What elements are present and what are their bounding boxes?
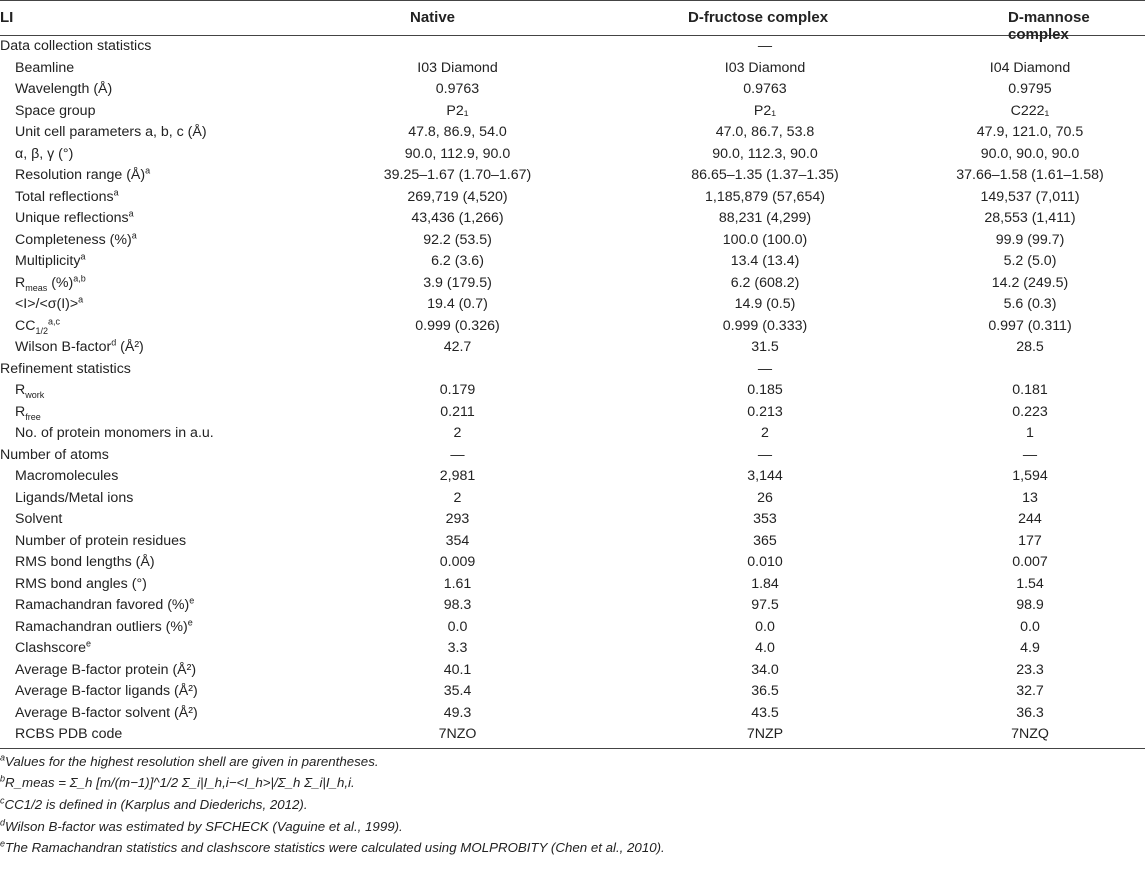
table-row <box>0 230 1145 252</box>
mannose-value: 28,553 (1,411) <box>984 210 1076 226</box>
fructose-value: 0.185 <box>747 382 783 398</box>
row-label: Clashscore$^e$ <box>15 638 91 656</box>
table-row <box>0 574 1145 596</box>
footnote: $^d$Wilson B-factor was estimated by SFCHECK (Vaguine et al., 1999). <box>0 817 403 834</box>
row-label: Total reflections$^a$ <box>15 186 119 205</box>
row-label: Number of protein residues <box>15 532 187 549</box>
footnotes <box>0 749 1145 859</box>
native-value: 19.4 (0.7) <box>427 296 488 312</box>
fructose-value: 86.65–1.35 (1.37–1.35) <box>691 167 839 183</box>
table-body <box>0 36 1145 746</box>
native-value: 0.0 <box>447 618 468 635</box>
footnote: $^e$The Ramachandran statistics and clashscore statistics were calculated using MOLPROBITY (Chen et al., 2010). <box>0 838 665 856</box>
mannose-value: 32.7 <box>1016 683 1044 699</box>
native-value: 98.3 <box>443 597 472 613</box>
row-label: Resolution range (Å)$^a$ <box>15 165 151 183</box>
header-mannose: D-mannose complex <box>1008 9 1090 43</box>
fructose-value: 88,231 (4,299) <box>718 210 812 226</box>
fructose-value: — <box>757 360 773 377</box>
row-label: No. of protein monomers in a.u. <box>15 425 214 441</box>
mannose-value: 177 <box>1018 532 1042 549</box>
mannose-value: 90.0, 90.0, 90.0 <box>980 145 1080 162</box>
native-value: 6.2 (3.6) <box>431 253 484 269</box>
fructose-value: 0.0 <box>755 618 775 635</box>
native-value: 3.3 <box>447 640 468 656</box>
native-value: — <box>450 446 465 463</box>
table-row <box>0 660 1145 682</box>
header-native: Native <box>410 9 456 26</box>
native-value: 0.9763 <box>435 81 480 97</box>
native-value: 43,436 (1,266) <box>411 210 504 226</box>
fructose-value: 97.5 <box>751 597 779 613</box>
native-value: 293 <box>445 511 470 527</box>
table-row <box>0 466 1145 488</box>
mannose-value: 13 <box>1022 489 1038 506</box>
native-value <box>300 36 615 58</box>
mannose-value: 0.9795 <box>1008 81 1052 97</box>
mannose-value: 23.3 <box>1016 661 1044 678</box>
table-row <box>0 445 1145 467</box>
mannose-value: 0.181 <box>1012 382 1048 398</box>
header-label: LI <box>0 9 14 26</box>
row-label: Number of atoms <box>0 446 109 463</box>
table-row <box>0 617 1145 639</box>
mannose-value: 0.007 <box>1012 554 1048 570</box>
native-value: 47.8, 86.9, 54.0 <box>408 124 507 140</box>
table-row <box>0 101 1145 123</box>
table-row <box>0 359 1145 381</box>
fructose-value: 36.5 <box>751 683 779 699</box>
native-value: 2,981 <box>439 468 476 484</box>
table-row <box>0 251 1145 273</box>
fructose-value: 0.010 <box>747 554 783 570</box>
fructose-value: 13.4 (13.4) <box>730 253 800 269</box>
fructose-value: 7NZP <box>746 726 784 742</box>
table-row <box>0 423 1145 445</box>
mannose-value: C222₁ <box>1010 102 1050 119</box>
mannose-value: 0.0 <box>1020 618 1040 635</box>
mannose-value: — <box>1022 446 1038 463</box>
fructose-value: 0.213 <box>747 403 783 420</box>
mannose-value: 1 <box>1026 425 1034 441</box>
native-value: 0.009 <box>439 554 476 570</box>
row-label: Ligands/Metal ions <box>15 489 134 506</box>
native-value: 42.7 <box>443 339 472 355</box>
table-row <box>0 144 1145 166</box>
native-value: 40.1 <box>443 661 472 678</box>
table-row <box>0 681 1145 703</box>
mannose-value: 149,537 (7,011) <box>980 188 1080 205</box>
mannose-value: 5.6 (0.3) <box>1003 296 1057 312</box>
row-label: Unique reflections$^a$ <box>15 208 134 226</box>
fructose-value: 1,185,879 (57,654) <box>705 188 825 205</box>
row-label: Data collection statistics <box>0 38 152 54</box>
native-value: 90.0, 112.9, 90.0 <box>404 145 511 162</box>
table-row <box>0 488 1145 510</box>
fructose-value: 43.5 <box>751 704 779 721</box>
table-row <box>0 380 1145 402</box>
table-row <box>0 402 1145 424</box>
fructose-value: 26 <box>757 489 773 506</box>
mannose-value: 244 <box>1018 511 1042 527</box>
table-row <box>0 36 1145 58</box>
fructose-value: 3,144 <box>747 468 783 484</box>
row-label: Macromolecules <box>15 468 119 484</box>
row-label: Ramachandran outliers (%)$^e$ <box>15 616 193 635</box>
table-row <box>0 638 1145 660</box>
native-value: 92.2 (53.5) <box>423 231 492 248</box>
row-label: RMS bond lengths (Å) <box>15 554 155 570</box>
row-label: Average B-factor ligands (Å²) <box>15 683 198 699</box>
native-value: 49.3 <box>443 704 472 721</box>
row-label: Unit cell parameters a, b, c (Å) <box>15 124 207 140</box>
fructose-value: — <box>757 38 773 54</box>
native-value: 269,719 (4,520) <box>407 188 508 205</box>
mannose-value <box>915 359 1145 381</box>
native-value: 7NZO <box>438 726 477 742</box>
fructose-value: 34.0 <box>751 661 779 678</box>
mannose-value: 98.9 <box>1016 597 1044 613</box>
fructose-value: 90.0, 112.3, 90.0 <box>712 145 818 162</box>
table-row <box>0 595 1145 617</box>
mannose-value: 1,594 <box>1012 468 1048 484</box>
mannose-value: 99.9 (99.7) <box>995 231 1065 248</box>
fructose-value: — <box>757 446 773 463</box>
fructose-value: 14.9 (0.5) <box>734 296 796 312</box>
table-row <box>0 79 1145 101</box>
row-label: Refinement statistics <box>0 360 131 377</box>
native-value: 35.4 <box>443 683 472 699</box>
table-row <box>0 337 1145 359</box>
fructose-value: 2 <box>761 425 769 441</box>
fructose-value: 47.0, 86.7, 53.8 <box>715 124 815 140</box>
table-row <box>0 316 1145 338</box>
native-value: P2₁ <box>446 102 469 119</box>
fructose-value: 0.9763 <box>743 81 787 97</box>
native-value <box>300 359 615 381</box>
row-label: Beamline <box>15 59 75 76</box>
table-row <box>0 509 1145 531</box>
row-label: RCBS PDB code <box>15 726 123 742</box>
header-fructose: D-fructose complex <box>688 9 829 26</box>
table-row <box>0 122 1145 144</box>
fructose-value: 6.2 (608.2) <box>730 274 800 291</box>
table-row <box>0 531 1145 553</box>
native-value: 0.179 <box>439 382 476 398</box>
fructose-value: 365 <box>753 532 777 549</box>
mannose-value: 28.5 <box>1016 339 1044 355</box>
row-label: Average B-factor solvent (Å²) <box>15 704 198 721</box>
mannose-value: 4.9 <box>1020 640 1040 656</box>
row-label: $R_{meas}$ (%)$^{a,b}$ <box>15 272 86 293</box>
native-value: 0.211 <box>440 403 475 420</box>
row-label: $R_{work}$ <box>15 382 45 400</box>
mannose-value: I04 Diamond <box>989 59 1071 76</box>
mannose-value: 37.66–1.58 (1.61–1.58) <box>956 167 1104 183</box>
fructose-value: 0.999 (0.333) <box>722 317 808 334</box>
table-header <box>0 1 1145 43</box>
mannose-value: 0.997 (0.311) <box>988 317 1072 334</box>
table-row <box>0 187 1145 209</box>
table-row <box>0 552 1145 574</box>
fructose-value: I03 Diamond <box>724 59 806 76</box>
row-label: Completeness (%)$^a$ <box>15 229 137 248</box>
fructose-value: P2₁ <box>753 102 777 119</box>
row-label: $R_{free}$ <box>15 403 41 422</box>
table-row <box>0 273 1145 295</box>
row-label: <I>/<σ(I)>$^a$ <box>15 294 84 312</box>
row-label: α, β, γ (°) <box>15 145 74 162</box>
row-label: Solvent <box>15 511 63 527</box>
native-value: 354 <box>445 532 470 549</box>
row-label: Space group <box>15 102 96 119</box>
native-value: 0.999 (0.326) <box>415 317 500 334</box>
native-value: 2 <box>453 489 462 506</box>
row-label: RMS bond angles (°) <box>15 575 147 592</box>
row-label: Wilson B-factor$^d$ (Å²) <box>15 337 144 355</box>
mannose-value: 1.54 <box>1016 575 1044 592</box>
table-row <box>0 294 1145 316</box>
mannose-value: 0.223 <box>1012 403 1048 420</box>
native-value: 39.25–1.67 (1.70–1.67) <box>383 167 532 183</box>
table-row <box>0 165 1145 187</box>
native-value: I03 Diamond <box>417 59 498 76</box>
table-row <box>0 58 1145 80</box>
footnote: $^c$CC1/2 is defined in (Karplus and Diederichs, 2012). <box>0 795 308 812</box>
native-value: 3.9 (179.5) <box>423 274 492 291</box>
row-label: Multiplicity$^a$ <box>15 251 86 269</box>
table-row <box>0 703 1145 725</box>
row-label: Average B-factor protein (Å²) <box>15 661 197 678</box>
native-value: 2 <box>453 425 462 441</box>
native-value: 1.61 <box>443 575 472 592</box>
fructose-value: 353 <box>753 511 777 527</box>
table-row <box>0 724 1145 746</box>
row-label: $CC_{1/2}^{a,c}$ <box>15 315 61 336</box>
row-label: Wavelength (Å) <box>15 81 113 97</box>
footnote: $^b$R_meas = Σ_h [m/(m−1)]^1/2 Σ_i|I_h,i−<I_h>|/Σ_h Σ_i|I_h,i. <box>0 773 355 791</box>
data-table <box>0 36 1145 746</box>
table-row <box>0 208 1145 230</box>
mannose-value: 7NZQ <box>1011 726 1049 742</box>
fructose-value: 31.5 <box>751 339 779 355</box>
mannose-value: 5.2 (5.0) <box>1003 253 1057 269</box>
row-label: Ramachandran favored (%)$^e$ <box>15 595 195 613</box>
mannose-value: 14.2 (249.5) <box>991 274 1069 291</box>
mannose-value: 36.3 <box>1016 704 1044 721</box>
mannose-value: 47.9, 121.0, 70.5 <box>976 124 1084 140</box>
fructose-value: 1.84 <box>751 575 779 592</box>
fructose-value: 100.0 (100.0) <box>722 231 808 248</box>
fructose-value: 4.0 <box>755 640 775 656</box>
footnote: $^a$Values for the highest resolution shell are given in parentheses. <box>0 752 379 769</box>
